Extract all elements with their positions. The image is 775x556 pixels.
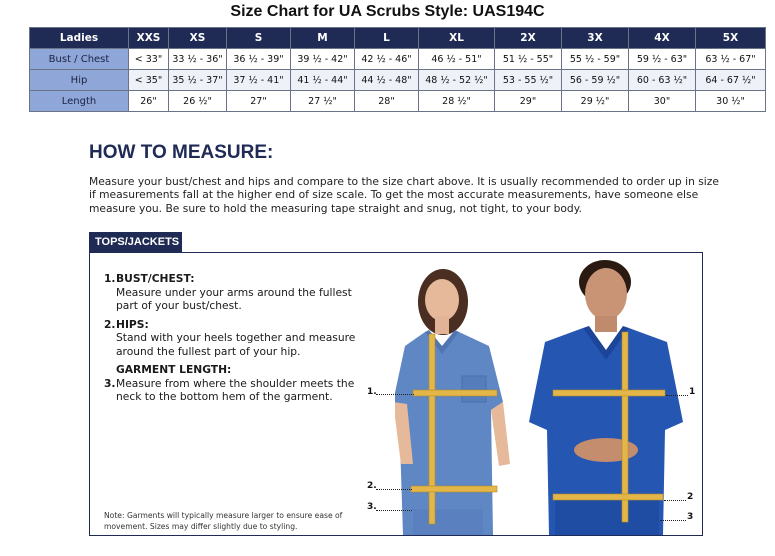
size-header: M — [291, 28, 355, 49]
step-body: Stand with your heels together and measure around the fullest part of your hip. — [116, 331, 356, 358]
step-bust-chest — [104, 272, 374, 313]
table-cell: 28 ½" — [419, 91, 495, 112]
table-cell: 36 ½ - 39" — [227, 49, 291, 70]
size-header: XL — [419, 28, 495, 49]
step-body: Measure from where the shoulder meets the neck to the bottom hem of the garment. — [116, 376, 355, 403]
step-heading: HIPS: — [116, 317, 149, 331]
tab-tops-jackets[interactable]: TOPS/JACKETS — [89, 232, 182, 252]
size-header-row — [30, 28, 766, 49]
step-hips — [104, 318, 374, 359]
table-cell: 39 ½ - 42" — [291, 49, 355, 70]
table-cell: 27" — [227, 91, 291, 112]
size-header: 5X — [696, 28, 766, 49]
size-header: XXS — [129, 28, 169, 49]
table-cell: 29 ½" — [562, 91, 629, 112]
garment-note: Note: Garments will typically measure larger to ensure ease of movement. Sizes may differ slightly due to styling. — [104, 511, 343, 531]
table-cell: 55 ½ - 59" — [562, 49, 629, 70]
leader-line-3-left — [376, 510, 412, 511]
header-label: Ladies — [30, 28, 129, 49]
leader-line-2-left — [376, 489, 412, 490]
table-cell: 37 ½ - 41" — [227, 70, 291, 91]
step-number: 1. — [104, 272, 116, 285]
table-cell: 26" — [129, 91, 169, 112]
leader-line-1-right — [666, 395, 688, 396]
table-cell: 35 ½ - 37" — [169, 70, 227, 91]
scrubs-models-illustration — [395, 254, 701, 535]
leader-line-2-right — [664, 500, 686, 501]
table-row-bust — [30, 49, 766, 70]
table-cell: < 35" — [129, 70, 169, 91]
step-heading: BUST/CHEST: — [116, 272, 195, 285]
table-cell: 27 ½" — [291, 91, 355, 112]
table-cell: 41 ½ - 44" — [291, 70, 355, 91]
leader-line-3-right — [660, 520, 686, 521]
step-number: 3. — [104, 376, 116, 390]
table-cell: 64 - 67 ½" — [696, 70, 766, 91]
row-label: Bust / Chest — [30, 49, 129, 70]
size-header: L — [355, 28, 419, 49]
table-cell: 44 ½ - 48" — [355, 70, 419, 91]
size-header: 4X — [629, 28, 696, 49]
marker-2-right: 2 — [687, 492, 694, 502]
step-heading: GARMENT LENGTH: — [116, 363, 232, 376]
how-to-measure-intro: Measure your bust/chest and hips and compare to the size chart above. It is usually recommended to order up in size if measurements fall at the higher end of size scale. To get the most accurate measurements, have someone else measure you. Be sure to hold the measuring tape straight and snug, not tight, to your body. — [89, 175, 719, 215]
size-header: 3X — [562, 28, 629, 49]
table-row-length — [30, 91, 766, 112]
size-header: 2X — [495, 28, 562, 49]
marker-3-left: 3. — [367, 502, 377, 512]
marker-1-left: 1. — [367, 387, 377, 397]
step-garment-length — [104, 363, 374, 404]
table-cell: 51 ½ - 55" — [495, 49, 562, 70]
table-cell: < 33" — [129, 49, 169, 70]
table-cell: 33 ½ - 36" — [169, 49, 227, 70]
size-header: S — [227, 28, 291, 49]
table-cell: 29" — [495, 91, 562, 112]
table-cell: 48 ½ - 52 ½" — [419, 70, 495, 91]
marker-3-right: 3 — [687, 512, 694, 522]
table-cell: 42 ½ - 46" — [355, 49, 419, 70]
table-cell: 30" — [629, 91, 696, 112]
marker-2-left: 2. — [367, 481, 377, 491]
how-to-measure-heading: HOW TO MEASURE: — [89, 142, 274, 163]
size-chart-table — [29, 27, 766, 112]
page-title: Size Chart for UA Scrubs Style: UAS194C — [230, 3, 545, 20]
table-cell: 26 ½" — [169, 91, 227, 112]
table-cell: 63 ½ - 67" — [696, 49, 766, 70]
table-cell: 28" — [355, 91, 419, 112]
table-cell: 46 ½ - 51" — [419, 49, 495, 70]
table-cell: 60 - 63 ½" — [629, 70, 696, 91]
marker-1-right: 1 — [689, 387, 696, 397]
step-number: 2. — [104, 317, 116, 331]
table-cell: 53 - 55 ½" — [495, 70, 562, 91]
table-cell: 59 ½ - 63" — [629, 49, 696, 70]
leader-line-1-left — [376, 394, 414, 395]
table-row-hip — [30, 70, 766, 91]
size-header: XS — [169, 28, 227, 49]
row-label: Hip — [30, 70, 129, 91]
table-cell: 56 - 59 ½" — [562, 70, 629, 91]
female-model — [395, 269, 510, 535]
row-label: Length — [30, 91, 129, 112]
table-cell: 30 ½" — [696, 91, 766, 112]
measure-steps — [104, 272, 374, 404]
step-body: Measure under your arms around the fullest part of your bust/chest. — [116, 285, 352, 312]
